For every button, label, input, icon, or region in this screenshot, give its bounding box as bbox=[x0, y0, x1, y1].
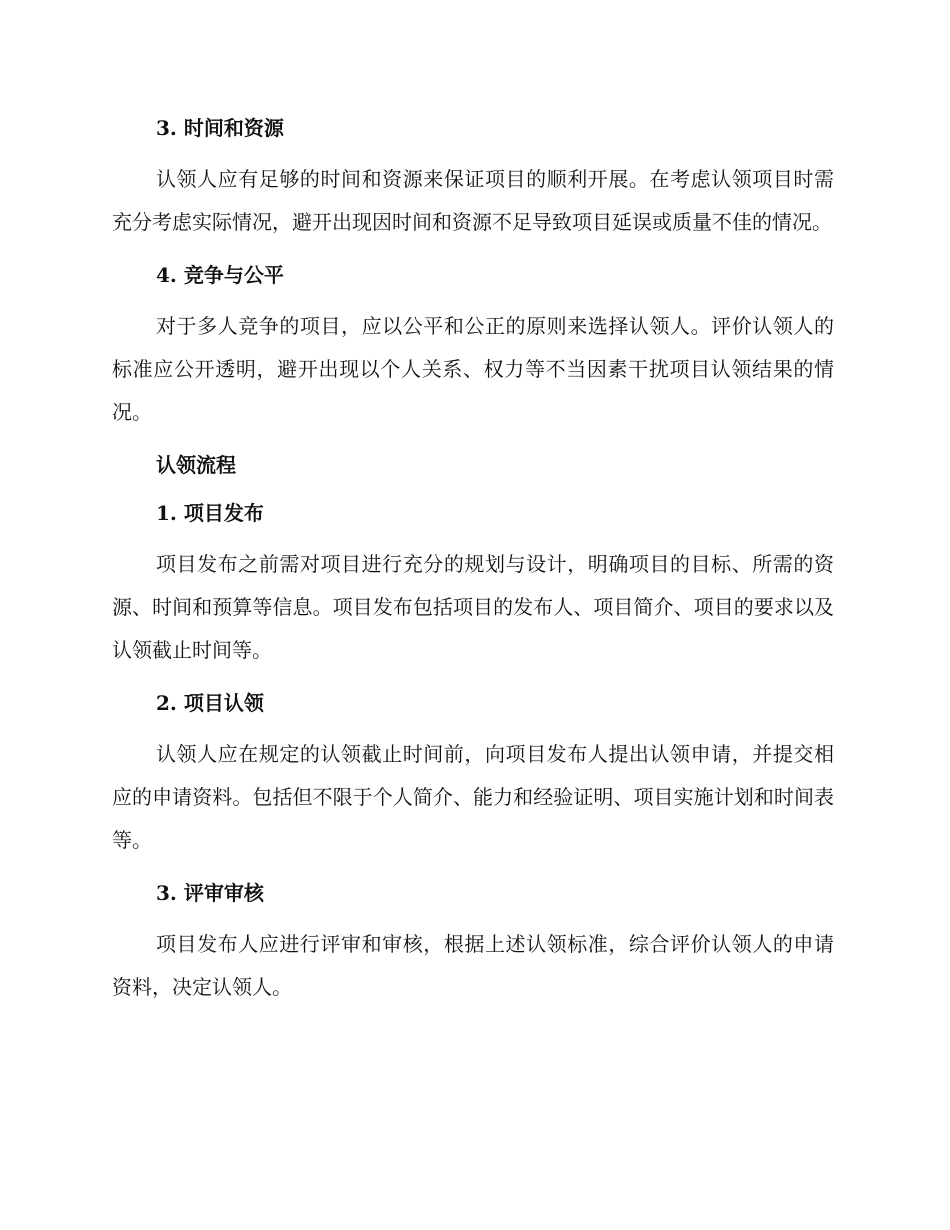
section-heading-project-release: 1. 项目发布 bbox=[156, 501, 264, 525]
paragraph-competition-fairness: 对于多人竞争的项目，应以公平和公正的原则来选择认领人。评价认领人的标准应公开透明，避开出现以个人关系、权力等不当因素干扰项目认领结果的情况。 bbox=[112, 314, 834, 424]
paragraph-time-resources: 认领人应有足够的时间和资源来保证项目的顺利开展。在考虑认领项目时需充分考虑实际情况，避开出现因时间和资源不足导致项目延误或质量不佳的情况。 bbox=[112, 167, 834, 234]
section-heading-competition-fairness: 4. 竞争与公平 bbox=[156, 263, 284, 287]
paragraph-project-claim: 认领人应在规定的认领截止时间前，向项目发布人提出认领申请，并提交相应的申请资料。包括但不限于个人简介、能力和经验证明、项目实施计划和时间表等。 bbox=[112, 742, 834, 852]
section-heading-review-audit: 3. 评审审核 bbox=[156, 881, 264, 905]
paragraph-review-audit: 项目发布人应进行评审和审核，根据上述认领标准，综合评价认领人的申请资料，决定认领人。 bbox=[112, 932, 834, 999]
section-heading-time-resources: 3. 时间和资源 bbox=[156, 116, 284, 140]
document-content bbox=[112, 110, 834, 1009]
paragraph-project-release: 项目发布之前需对项目进行充分的规划与设计，明确项目的目标、所需的资源、时间和预算等信息。项目发布包括项目的发布人、项目简介、项目的要求以及认领截止时间等。 bbox=[112, 552, 834, 662]
section-heading-project-claim: 2. 项目认领 bbox=[156, 691, 264, 715]
section-heading-claim-process: 认领流程 bbox=[156, 453, 236, 477]
